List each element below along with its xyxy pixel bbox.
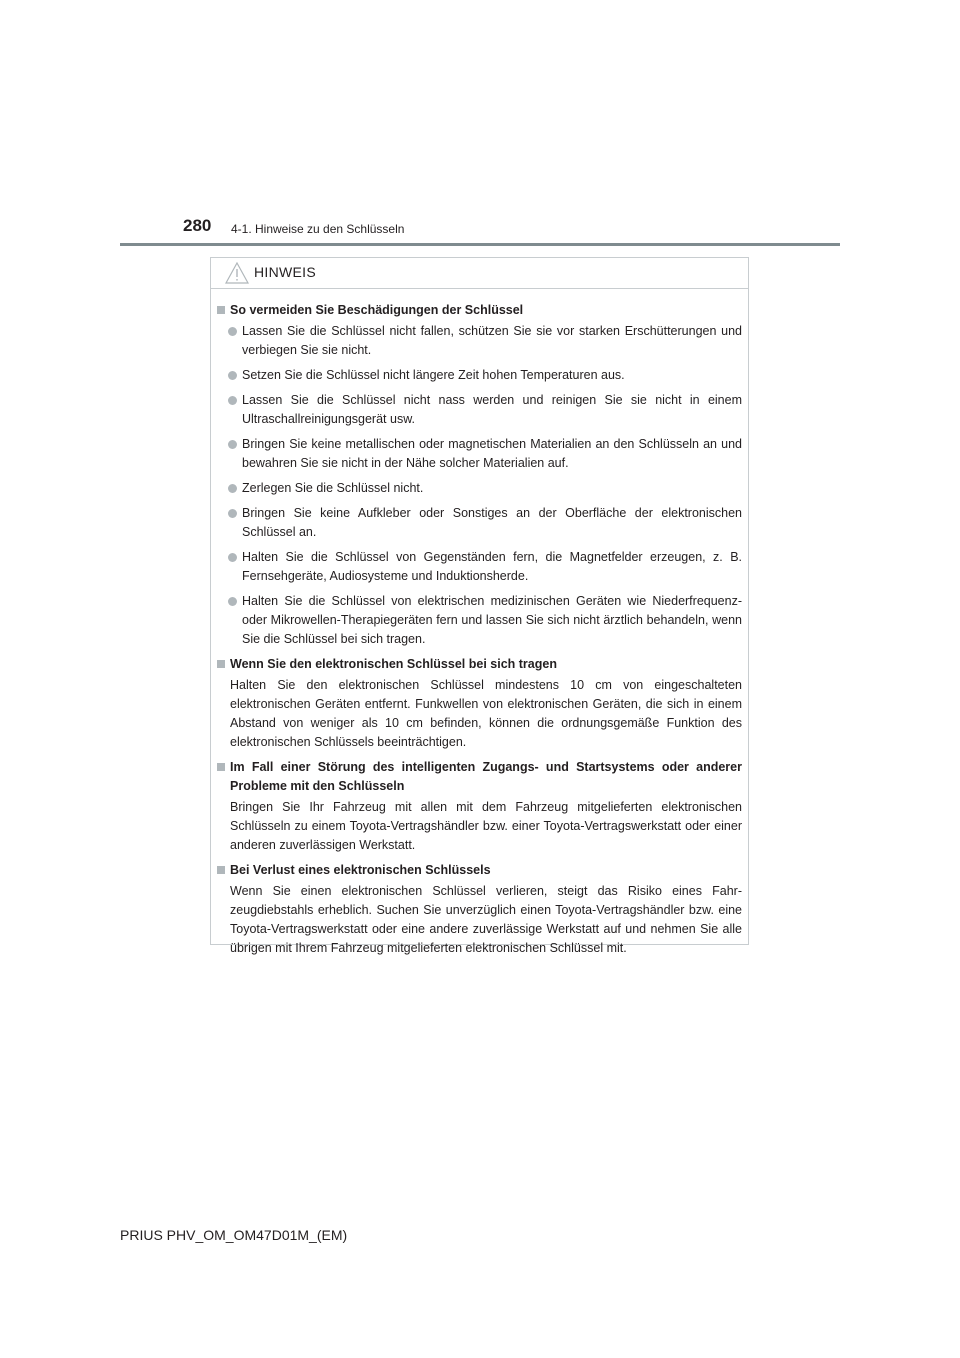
circle-bullet-icon — [228, 509, 237, 518]
header-rule — [120, 243, 840, 246]
section-heading: So vermeiden Sie Beschädigungen der Schlüssel — [217, 301, 742, 320]
section-lost-key — [217, 861, 742, 958]
list-item: Lassen Sie die Schlüssel nicht fallen, schützen Sie sie vor starken Erschütterungen und verbiegen Sie sie nicht. — [228, 322, 742, 360]
section-carrying-key — [217, 655, 742, 752]
section-text: Halten Sie den elektronischen Schlüssel mindestens 10 cm von eingeschalteten elektronischen Geräten entfernt. Funkwellen von elektronischen Geräten, die sich in einem Abstand von weniger als 10 cm befinden, können die ordnungsgemäße Funktion des elektronischen Schlüssels beeinträchtigen. — [230, 678, 742, 749]
warning-triangle-icon — [225, 262, 249, 284]
section-malfunction — [217, 758, 742, 855]
list-item: Setzen Sie die Schlüssel nicht längere Zeit hohen Temperaturen aus. — [228, 366, 742, 385]
notice-header — [211, 258, 748, 289]
circle-bullet-icon — [228, 440, 237, 449]
notice-title: HINWEIS — [254, 264, 316, 280]
list-item: Lassen Sie die Schlüssel nicht nass werden und reinigen Sie sie nicht in einem Ultraschallreinigungsgerät usw. — [228, 391, 742, 429]
square-bullet-icon — [217, 763, 225, 771]
list-item: Bringen Sie keine Aufkleber oder Sonstiges an der Oberfläche der elektronischen Schlüssel an. — [228, 504, 742, 542]
section-avoid-damage — [217, 301, 742, 649]
square-bullet-icon — [217, 866, 225, 874]
section-heading: Wenn Sie den elektronischen Schlüssel bei sich tragen — [217, 655, 742, 674]
list-item: Halten Sie die Schlüssel von Gegenständen fern, die Magnetfelder erzeugen, z. B. Fernsehgeräte, Audiosysteme und Induktionsherde. — [228, 548, 742, 586]
page-number: 280 — [183, 216, 212, 235]
square-bullet-icon — [217, 306, 225, 314]
list-item: Zerlegen Sie die Schlüssel nicht. — [228, 479, 742, 498]
circle-bullet-icon — [228, 553, 237, 562]
section-heading: Im Fall einer Störung des intelligenten Zugangs- und Startsystems oder anderer Probleme mit den Schlüsseln — [217, 758, 742, 796]
document-code: PRIUS PHV_OM_OM47D01M_(EM) — [120, 1227, 348, 1243]
section-text: Wenn Sie einen elektronischen Schlüssel verlieren, steigt das Risiko eines Fahrzeugdiebstahls erheblich. Suchen Sie unverzüglich einen Toyota-Vertragshändler bzw. eine Toyota-Vertragswerkstatt oder eine andere zuverlässige Werkstatt auf und nehmen Sie alle übrigen mit Ihrem Fahrzeug mitgelieferten elektronischen Schlüssel mit. — [230, 884, 742, 955]
list-item: Bringen Sie keine metallischen oder magnetischen Materialien an den Schlüsseln an und bewahren Sie sie nicht in der Nähe solcher Materialien auf. — [228, 435, 742, 473]
circle-bullet-icon — [228, 484, 237, 493]
circle-bullet-icon — [228, 327, 237, 336]
section-heading: Bei Verlust eines elektronischen Schlüssels — [217, 861, 742, 880]
circle-bullet-icon — [228, 371, 237, 380]
section-text: Bringen Sie Ihr Fahrzeug mit allen mit dem Fahrzeug mitgelieferten elektronischen Schlüsseln zu einem Toyota-Vertragshändler bzw. einer Toyota-Vertragswerkstatt oder einer anderen zuverlässigen Werkstatt. — [230, 800, 742, 852]
list-item: Halten Sie die Schlüssel von elektrischen medizinischen Geräten wie Niederfrequenz- oder Mikrowellen-Therapiegeräten fern und lassen Sie sich nicht ärztlich behandeln, wenn Sie die Schlüssel bei sich tragen. — [228, 592, 742, 649]
square-bullet-icon — [217, 660, 225, 668]
circle-bullet-icon — [228, 597, 237, 606]
circle-bullet-icon — [228, 396, 237, 405]
notice-body — [211, 289, 748, 958]
notice-box — [210, 257, 749, 955]
section-title: 4-1. Hinweise zu den Schlüsseln — [231, 222, 405, 236]
